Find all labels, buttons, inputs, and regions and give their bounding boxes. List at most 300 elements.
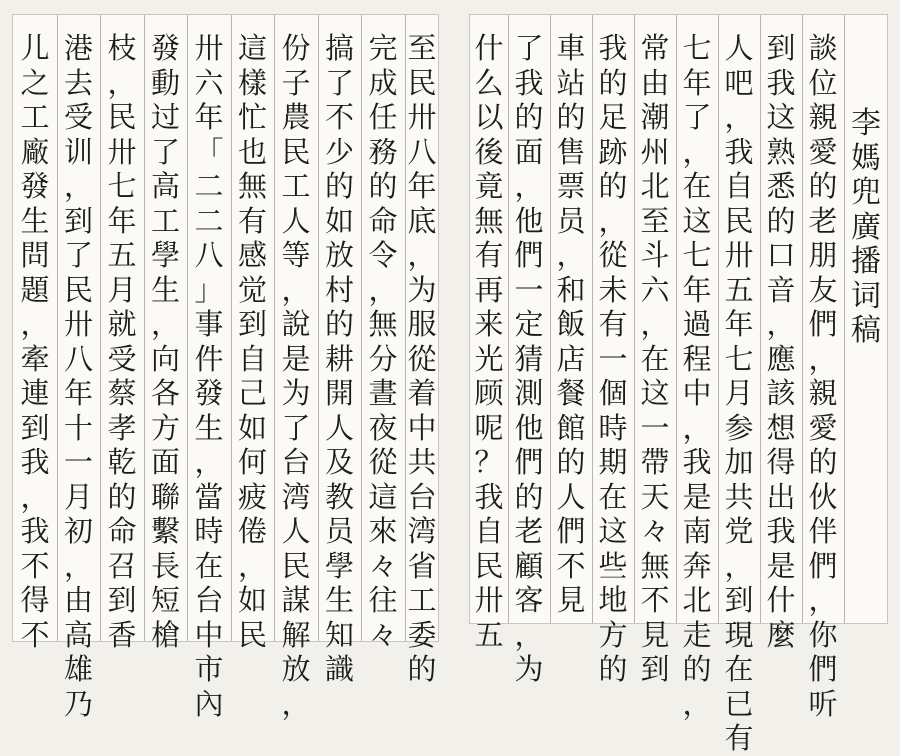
handwritten-character: 餐 bbox=[556, 376, 586, 410]
handwritten-character: 時 bbox=[598, 410, 628, 445]
handwritten-character: 民 bbox=[474, 548, 504, 583]
handwritten-character: 問 bbox=[20, 238, 50, 272]
handwritten-character: 無 bbox=[640, 548, 670, 583]
text-column bbox=[187, 15, 231, 721]
handwritten-character: 什 bbox=[474, 31, 504, 65]
handwritten-character: 为 bbox=[407, 272, 437, 307]
handwritten-character: 民 bbox=[107, 100, 137, 134]
handwritten-character: 的 bbox=[808, 169, 838, 203]
handwritten-character: 的 bbox=[514, 479, 544, 514]
handwritten-character: 雄 bbox=[63, 652, 93, 686]
handwritten-character: 的 bbox=[808, 445, 838, 479]
text-column bbox=[550, 15, 592, 623]
handwritten-character: 在 bbox=[724, 652, 754, 686]
handwritten-character: 李 bbox=[851, 106, 881, 141]
handwritten-character: ， bbox=[237, 548, 267, 583]
handwritten-character: 高 bbox=[63, 617, 93, 652]
handwritten-character: 不 bbox=[640, 583, 670, 617]
handwritten-character: 過 bbox=[682, 307, 712, 341]
handwritten-character: 湾 bbox=[407, 514, 437, 548]
handwritten-character: 面 bbox=[514, 134, 544, 169]
handwritten-character: ， bbox=[556, 238, 586, 272]
handwritten-character: 應 bbox=[766, 341, 796, 376]
handwritten-character: 我 bbox=[766, 514, 796, 548]
handwritten-character: 有 bbox=[474, 238, 504, 272]
handwritten-character: 務 bbox=[368, 134, 398, 169]
handwritten-character: 從 bbox=[598, 238, 628, 272]
handwritten-character: 見 bbox=[556, 583, 586, 617]
text-column bbox=[508, 15, 550, 686]
handwritten-character: ， bbox=[724, 100, 754, 134]
text-column bbox=[361, 15, 405, 652]
handwritten-character: 出 bbox=[766, 479, 796, 514]
handwritten-character: 儿 bbox=[20, 31, 50, 65]
handwritten-character: 的 bbox=[598, 169, 628, 203]
handwritten-character: 市 bbox=[194, 652, 224, 686]
handwritten-character: ， bbox=[194, 445, 224, 479]
handwritten-character: 夜 bbox=[368, 410, 398, 445]
handwritten-character: 台 bbox=[281, 445, 311, 479]
handwritten-character: 己 bbox=[237, 376, 267, 410]
handwritten-character: 知 bbox=[324, 617, 354, 652]
handwritten-character: 生 bbox=[20, 203, 50, 238]
handwritten-character: 年 bbox=[682, 272, 712, 307]
handwritten-character: 廠 bbox=[20, 134, 50, 169]
handwritten-character: 到 bbox=[724, 583, 754, 617]
handwritten-character: 他 bbox=[514, 410, 544, 445]
handwritten-character: 由 bbox=[640, 65, 670, 100]
handwritten-character: 来 bbox=[474, 307, 504, 341]
handwritten-character: 人 bbox=[281, 203, 311, 238]
text-column bbox=[231, 15, 274, 652]
handwritten-character: 解 bbox=[281, 617, 311, 652]
handwritten-character: 自 bbox=[724, 169, 754, 203]
handwritten-character: 民 bbox=[281, 548, 311, 583]
handwritten-character: 至 bbox=[640, 203, 670, 238]
handwritten-character: 我 bbox=[474, 479, 504, 514]
handwritten-character: 着 bbox=[407, 376, 437, 410]
handwritten-character: 我 bbox=[682, 445, 712, 479]
handwritten-character: 斗 bbox=[640, 238, 670, 272]
handwritten-character: 就 bbox=[107, 307, 137, 341]
handwritten-character: 么 bbox=[474, 65, 504, 100]
handwritten-character: 以 bbox=[474, 100, 504, 134]
handwritten-character: ， bbox=[150, 307, 180, 341]
handwritten-character: 猜 bbox=[514, 341, 544, 376]
handwritten-character: 方 bbox=[150, 410, 180, 445]
handwritten-character: 老 bbox=[808, 203, 838, 238]
handwritten-character: 們 bbox=[514, 238, 544, 272]
handwritten-character: 內 bbox=[194, 686, 224, 721]
handwritten-character: 有 bbox=[598, 307, 628, 341]
handwritten-character: 七 bbox=[107, 169, 137, 203]
handwritten-character: 一 bbox=[63, 445, 93, 479]
handwritten-character: 播 bbox=[851, 244, 881, 279]
handwritten-character: 們 bbox=[808, 548, 838, 583]
handwritten-character: 也 bbox=[237, 134, 267, 169]
handwritten-character: 如 bbox=[324, 203, 354, 238]
handwritten-character: 由 bbox=[63, 583, 93, 617]
handwritten-character: 愛 bbox=[808, 410, 838, 445]
handwritten-character: 年 bbox=[724, 307, 754, 341]
handwritten-character: 長 bbox=[150, 548, 180, 583]
handwritten-character: 得 bbox=[766, 445, 796, 479]
handwritten-character: 及 bbox=[324, 445, 354, 479]
handwritten-character: 件 bbox=[194, 341, 224, 376]
handwritten-character: 港 bbox=[63, 31, 93, 65]
handwritten-character: 站 bbox=[556, 65, 586, 100]
handwritten-character: 委 bbox=[407, 617, 437, 652]
handwritten-character: 人 bbox=[724, 31, 754, 65]
handwritten-character: 员 bbox=[324, 514, 354, 548]
handwritten-character: 在 bbox=[682, 169, 712, 203]
handwritten-character: 卅 bbox=[724, 238, 754, 272]
handwritten-character: 兜 bbox=[851, 175, 881, 210]
handwritten-character: 的 bbox=[556, 100, 586, 134]
handwritten-character: 天 bbox=[640, 479, 670, 514]
handwritten-character: 的 bbox=[324, 169, 354, 203]
handwritten-character: 耕 bbox=[324, 341, 354, 376]
handwritten-character: 北 bbox=[640, 169, 670, 203]
handwritten-character: 的 bbox=[766, 203, 796, 238]
handwritten-character: 親 bbox=[808, 100, 838, 134]
handwritten-character: 人 bbox=[281, 514, 311, 548]
handwritten-character: 这 bbox=[640, 376, 670, 410]
handwritten-character: 这 bbox=[598, 514, 628, 548]
handwritten-character: 發 bbox=[20, 169, 50, 203]
handwritten-character: 學 bbox=[324, 548, 354, 583]
handwritten-character: 省 bbox=[407, 548, 437, 583]
handwritten-character: 地 bbox=[598, 583, 628, 617]
handwritten-character: ， bbox=[20, 479, 50, 514]
handwritten-character: 成 bbox=[368, 65, 398, 100]
handwritten-character: 到 bbox=[766, 31, 796, 65]
handwritten-character: 二 bbox=[194, 169, 224, 203]
handwritten-character: 々 bbox=[368, 548, 398, 583]
text-column bbox=[405, 15, 439, 686]
handwritten-character: 媽 bbox=[851, 140, 881, 176]
handwritten-character: 六 bbox=[194, 65, 224, 100]
handwritten-character: 連 bbox=[20, 376, 50, 410]
document-title bbox=[844, 15, 888, 623]
handwritten-character: 工 bbox=[150, 203, 180, 238]
handwritten-character: 年 bbox=[682, 65, 712, 100]
handwritten-character: 搞 bbox=[324, 31, 354, 65]
handwritten-character: 光 bbox=[474, 341, 504, 376]
handwritten-character: ， bbox=[281, 272, 311, 307]
right-manuscript-page bbox=[469, 14, 888, 755]
handwritten-character: 工 bbox=[20, 100, 50, 134]
handwritten-character: 了 bbox=[682, 100, 712, 134]
handwritten-character: 無 bbox=[474, 203, 504, 238]
handwritten-character: 过 bbox=[150, 100, 180, 134]
handwritten-character: 六 bbox=[640, 272, 670, 307]
handwritten-character: 共 bbox=[724, 479, 754, 514]
handwritten-character: 高 bbox=[150, 169, 180, 203]
handwritten-character: 的 bbox=[407, 652, 437, 686]
handwritten-character: 听 bbox=[808, 686, 838, 721]
handwritten-character: 繫 bbox=[150, 514, 180, 548]
text-column bbox=[144, 15, 187, 652]
handwritten-character: 面 bbox=[150, 445, 180, 479]
handwritten-character: ， bbox=[724, 548, 754, 583]
handwritten-character: 州 bbox=[640, 134, 670, 169]
handwritten-character: 麼 bbox=[766, 617, 796, 652]
handwritten-character: 中 bbox=[194, 617, 224, 652]
handwritten-character: 参 bbox=[724, 410, 754, 445]
handwritten-character: 受 bbox=[63, 100, 93, 134]
handwritten-character: 熟 bbox=[766, 134, 796, 169]
handwritten-character: 一 bbox=[598, 341, 628, 376]
handwritten-character: 等 bbox=[281, 238, 311, 272]
handwritten-character: 廣 bbox=[851, 209, 881, 245]
handwritten-character: 在 bbox=[598, 479, 628, 514]
text-column bbox=[274, 15, 318, 721]
handwritten-character: 月 bbox=[724, 376, 754, 410]
handwritten-character: 一 bbox=[514, 272, 544, 307]
handwritten-character: 談 bbox=[808, 31, 838, 65]
handwritten-character: 枝 bbox=[107, 31, 137, 65]
handwritten-character: 这 bbox=[766, 100, 796, 134]
handwritten-character: 不 bbox=[20, 617, 50, 652]
handwritten-character: 々 bbox=[640, 514, 670, 548]
handwritten-character: ， bbox=[682, 134, 712, 169]
handwritten-character: 湾 bbox=[281, 479, 311, 514]
handwritten-character: 中 bbox=[682, 376, 712, 410]
handwritten-character: 位 bbox=[808, 65, 838, 100]
handwritten-character: 這 bbox=[368, 479, 398, 514]
handwritten-character: 工 bbox=[281, 169, 311, 203]
handwritten-character: 卅 bbox=[63, 307, 93, 341]
handwritten-character: 和 bbox=[556, 272, 586, 307]
handwritten-character: 七 bbox=[682, 31, 712, 65]
handwritten-character: 自 bbox=[474, 514, 504, 548]
text-column bbox=[100, 15, 144, 652]
handwritten-character: 潮 bbox=[640, 100, 670, 134]
handwritten-character: 友 bbox=[808, 272, 838, 307]
handwritten-character: 生 bbox=[150, 272, 180, 307]
handwritten-character: 八 bbox=[407, 134, 437, 169]
handwritten-character: 樣 bbox=[237, 65, 267, 100]
handwritten-character: 你 bbox=[808, 617, 838, 652]
handwritten-character: 謀 bbox=[281, 583, 311, 617]
handwritten-character: 時 bbox=[194, 514, 224, 548]
text-column bbox=[57, 15, 100, 721]
handwritten-character: 年 bbox=[107, 203, 137, 238]
handwritten-character: 足 bbox=[598, 100, 628, 134]
handwritten-character: 顧 bbox=[514, 548, 544, 583]
text-column bbox=[676, 15, 718, 721]
handwritten-character: 如 bbox=[237, 410, 267, 445]
handwritten-character: 向 bbox=[150, 341, 180, 376]
handwritten-character: 不 bbox=[20, 548, 50, 583]
handwritten-character: 了 bbox=[514, 31, 544, 65]
handwritten-character: 年 bbox=[63, 376, 93, 410]
handwritten-character: 民 bbox=[281, 134, 311, 169]
handwritten-character: 是 bbox=[682, 479, 712, 514]
handwritten-character: 一 bbox=[640, 410, 670, 445]
handwritten-character: 伴 bbox=[808, 514, 838, 548]
handwritten-character: 車 bbox=[556, 31, 586, 65]
text-column bbox=[718, 15, 760, 755]
handwritten-character: 觉 bbox=[237, 272, 267, 307]
handwritten-character: 的 bbox=[368, 169, 398, 203]
handwritten-character: 動 bbox=[150, 65, 180, 100]
handwritten-character: 年 bbox=[194, 100, 224, 134]
handwritten-character: 我 bbox=[598, 31, 628, 65]
handwritten-character: 党 bbox=[724, 514, 754, 548]
handwritten-character: 聯 bbox=[150, 479, 180, 514]
handwritten-character: 學 bbox=[150, 238, 180, 272]
handwritten-character: 员 bbox=[556, 203, 586, 238]
handwritten-character: 五 bbox=[474, 617, 504, 652]
handwritten-character: 在 bbox=[640, 341, 670, 376]
handwritten-character: 有 bbox=[237, 203, 267, 238]
handwritten-character: 不 bbox=[556, 548, 586, 583]
handwritten-character: 卅 bbox=[474, 583, 504, 617]
handwritten-character: 個 bbox=[598, 376, 628, 410]
handwritten-character: ， bbox=[598, 203, 628, 238]
handwritten-character: 這 bbox=[237, 31, 267, 65]
handwritten-character: 開 bbox=[324, 376, 354, 410]
handwritten-character: 是 bbox=[281, 341, 311, 376]
handwritten-character: 槍 bbox=[150, 617, 180, 652]
handwritten-character: 再 bbox=[474, 272, 504, 307]
handwritten-character: 的 bbox=[682, 652, 712, 686]
handwritten-character: 店 bbox=[556, 341, 586, 376]
handwritten-character: 館 bbox=[556, 410, 586, 445]
left-manuscript-page bbox=[12, 14, 439, 721]
handwritten-character: 七 bbox=[682, 238, 712, 272]
handwritten-character: 到 bbox=[237, 307, 267, 341]
handwritten-character: 朋 bbox=[808, 238, 838, 272]
handwritten-character: 生 bbox=[194, 410, 224, 445]
handwritten-character: 人 bbox=[324, 410, 354, 445]
handwritten-character: ， bbox=[20, 307, 50, 341]
handwritten-character: 來 bbox=[368, 514, 398, 548]
handwritten-character: 忙 bbox=[237, 100, 267, 134]
handwritten-character: 測 bbox=[514, 376, 544, 410]
text-column bbox=[634, 15, 676, 686]
handwritten-character: 顾 bbox=[474, 376, 504, 410]
handwritten-character: 想 bbox=[766, 410, 796, 445]
handwritten-character: 程 bbox=[682, 341, 712, 376]
handwritten-character: 不 bbox=[324, 100, 354, 134]
handwritten-character: 見 bbox=[640, 617, 670, 652]
handwritten-character: 工 bbox=[407, 583, 437, 617]
handwritten-character: 們 bbox=[514, 445, 544, 479]
handwritten-character: 子 bbox=[281, 65, 311, 100]
handwritten-character: ， bbox=[766, 307, 796, 341]
handwritten-character: 現 bbox=[724, 617, 754, 652]
handwritten-character: 卅 bbox=[194, 31, 224, 65]
handwritten-character: 民 bbox=[724, 203, 754, 238]
handwritten-character: 識 bbox=[324, 652, 354, 686]
handwritten-character: 卅 bbox=[107, 134, 137, 169]
handwritten-character: 了 bbox=[324, 65, 354, 100]
handwritten-character: 當 bbox=[194, 479, 224, 514]
handwritten-character: 從 bbox=[368, 445, 398, 479]
handwritten-character: 五 bbox=[107, 238, 137, 272]
handwritten-character: 教 bbox=[324, 479, 354, 514]
handwritten-character: 十 bbox=[63, 410, 93, 445]
handwritten-character: 卅 bbox=[407, 100, 437, 134]
handwritten-character: 發 bbox=[194, 376, 224, 410]
handwritten-character: ， bbox=[808, 341, 838, 376]
handwritten-character: 分 bbox=[368, 341, 398, 376]
handwritten-character: ， bbox=[682, 410, 712, 445]
text-column bbox=[760, 15, 802, 652]
handwritten-character: 他 bbox=[514, 203, 544, 238]
handwritten-character: 無 bbox=[368, 307, 398, 341]
handwritten-character: 至 bbox=[407, 31, 437, 65]
handwritten-character: 民 bbox=[63, 272, 93, 307]
handwritten-character: 训 bbox=[63, 134, 93, 169]
handwritten-character: 份 bbox=[281, 31, 311, 65]
handwritten-character: 悉 bbox=[766, 169, 796, 203]
handwritten-character: 命 bbox=[368, 203, 398, 238]
handwritten-character: 們 bbox=[556, 514, 586, 548]
handwritten-character: 去 bbox=[63, 65, 93, 100]
handwritten-character: 在 bbox=[194, 548, 224, 583]
handwritten-character: 民 bbox=[237, 617, 267, 652]
handwritten-character: 放 bbox=[281, 652, 311, 686]
text-column bbox=[13, 15, 57, 652]
handwritten-character: 令 bbox=[368, 238, 398, 272]
handwritten-character: 伙 bbox=[808, 479, 838, 514]
handwritten-character: 未 bbox=[598, 272, 628, 307]
handwritten-character: ， bbox=[640, 307, 670, 341]
handwritten-character: 們 bbox=[808, 307, 838, 341]
handwritten-character: 我 bbox=[766, 65, 796, 100]
handwritten-character: 八 bbox=[194, 238, 224, 272]
handwritten-character: ， bbox=[281, 686, 311, 721]
handwritten-character: 說 bbox=[281, 307, 311, 341]
handwritten-character: 發 bbox=[150, 31, 180, 65]
handwritten-character: ？ bbox=[474, 445, 504, 479]
handwritten-character: 奔 bbox=[682, 548, 712, 583]
text-column bbox=[470, 15, 508, 652]
handwritten-character: 稿 bbox=[851, 313, 881, 348]
handwritten-character: 的 bbox=[598, 65, 628, 100]
handwritten-character: 票 bbox=[556, 169, 586, 203]
handwritten-character: 这 bbox=[682, 203, 712, 238]
handwritten-character: 到 bbox=[20, 410, 50, 445]
handwritten-character: 中 bbox=[407, 410, 437, 445]
handwritten-character: 走 bbox=[682, 617, 712, 652]
handwritten-character: 放 bbox=[324, 238, 354, 272]
handwritten-character: 任 bbox=[368, 100, 398, 134]
handwritten-character: 口 bbox=[766, 238, 796, 272]
handwritten-character: 台 bbox=[194, 583, 224, 617]
handwritten-character: 的 bbox=[514, 100, 544, 134]
handwritten-character: 南 bbox=[682, 514, 712, 548]
handwritten-character: 共 bbox=[407, 445, 437, 479]
handwritten-character: 無 bbox=[237, 169, 267, 203]
handwritten-character: 了 bbox=[281, 410, 311, 445]
handwritten-character: 何 bbox=[237, 445, 267, 479]
handwritten-character: 方 bbox=[598, 617, 628, 652]
handwritten-character: 已 bbox=[724, 686, 754, 721]
handwritten-character: ， bbox=[514, 617, 544, 652]
handwritten-character: 乃 bbox=[63, 686, 93, 721]
handwritten-character: 々 bbox=[368, 617, 398, 652]
handwritten-character: 加 bbox=[724, 445, 754, 479]
handwritten-character: 我 bbox=[514, 65, 544, 100]
handwritten-character: 二 bbox=[194, 203, 224, 238]
text-column bbox=[592, 15, 634, 686]
handwritten-character: 短 bbox=[150, 583, 180, 617]
